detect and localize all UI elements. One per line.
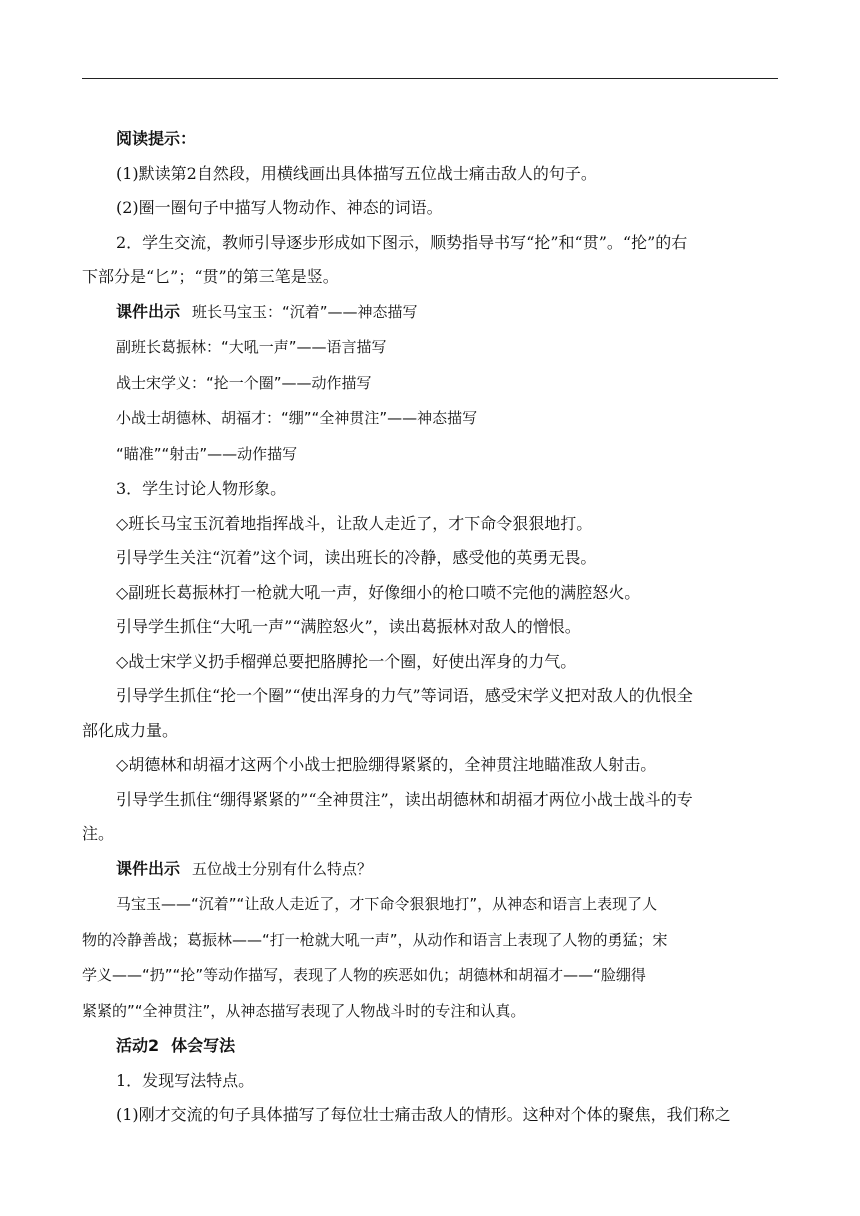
paragraph-text: ◇胡德林和胡福才这两个小战士把脸绷得紧紧的，全神贯注地瞄准敌人射击。	[116, 755, 657, 774]
paragraph-step-1b-1	[82, 1104, 778, 1125]
paragraph-guide-3-line-1	[82, 685, 778, 706]
paragraph-text: 紧紧的”“全神贯注”，从神态描写表现了人物战斗时的专注和认真。	[82, 1001, 526, 1020]
paragraph-text: 3．学生讨论人物形象。	[116, 479, 287, 498]
header-rule	[82, 78, 778, 79]
paragraph-point-1	[82, 513, 778, 534]
paragraph-courseware-1	[82, 301, 778, 323]
paragraph-text: 五位战士分别有什么特点？	[192, 859, 373, 878]
paragraph-reading-tip-heading	[82, 128, 778, 149]
paragraph-text: ◇战士宋学义扔手榴弹总要把胳膊抡一个圈，好使出浑身的力气。	[116, 651, 577, 671]
paragraph-text: “瞄准”“射击”——动作描写	[116, 444, 298, 463]
paragraph-text: (1)刚才交流的句子具体描写了每位壮士痛击敌人的情形。这种对个体的聚焦，我们称之	[116, 1105, 731, 1124]
paragraph-answer-line-3	[82, 964, 778, 986]
paragraph-text: 引导学生关注“沉着”这个词，读出班长的冷静，感受他的英勇无畏。	[116, 548, 597, 567]
paragraph-step-1b	[82, 1070, 778, 1091]
paragraph-text: ◇副班长葛振林打一枪就大吼一声，好像细小的枪口喷不完他的满腔怒火。	[116, 582, 641, 602]
lead-label: 课件出示	[116, 301, 181, 321]
paragraph-diagram-line-2	[82, 336, 778, 358]
paragraph-text: 体会写法	[171, 1036, 236, 1055]
paragraph-text: (1)默读第2自然段，用横线画出具体描写五位战士痛击敌人的句子。	[116, 163, 597, 183]
paragraph-text: (2)圈一圈句子中描写人物动作、神态的词语。	[116, 198, 443, 217]
paragraph-answer-line-1	[82, 893, 778, 915]
paragraph-courseware-2	[82, 858, 778, 880]
paragraph-text: 小战士胡德林、胡福才：“绷”“全神贯注”——神态描写	[116, 409, 478, 427]
paragraph-reading-tip-2	[82, 197, 778, 218]
paragraph-text: 注。	[82, 824, 115, 843]
heading-text: 阅读提示：	[116, 129, 197, 148]
paragraph-activity-2	[82, 1035, 778, 1056]
paragraph-text: 2．学生交流，教师引导逐步形成如下图示，顺势指导书写“抡”和“贯”。“抡”的右	[116, 232, 688, 252]
paragraph-text: 物的冷静善战；葛振林——“打一枪就大吼一声”，从动作和语言上表现了人物的勇猛；宋	[82, 930, 668, 949]
paragraph-text: 战士宋学义：“抡一个圈”——动作描写	[116, 373, 372, 392]
paragraph-guide-4-line-1	[82, 789, 778, 810]
lead-label: 活动2	[116, 1036, 160, 1055]
paragraph-text: 副班长葛振林：“大吼一声”——语言描写	[116, 338, 387, 356]
paragraph-text: 引导学生抓住“绷得紧紧的”“全神贯注”，读出胡德林和胡福才两位小战士战斗的专	[116, 789, 693, 809]
paragraph-text: 引导学生抓住“抡一个圈”“使出浑身的力气”等词语，感受宋学义把对敌人的仇恨全	[116, 686, 693, 705]
lead-label: 课件出示	[116, 858, 181, 878]
paragraph-text: 马宝玉——“沉着”“让敌人走近了，才下命令狠狠地打”，从神态和语言上表现了人	[116, 895, 658, 913]
paragraph-text: 班长马宝玉：“沉着”——神态描写	[192, 302, 418, 321]
paragraph-reading-tip-1	[82, 163, 778, 184]
paragraph-point-3	[82, 651, 778, 672]
paragraph-step-2-line-2	[82, 266, 778, 287]
paragraph-diagram-line-3	[82, 372, 778, 394]
paragraph-text: 部化成力量。	[82, 720, 179, 740]
paragraph-text: ◇班长马宝玉沉着地指挥战斗，让敌人走近了，才下命令狠狠地打。	[116, 513, 593, 533]
document-body	[82, 128, 778, 1139]
paragraph-text: 下部分是“匕”；“贯”的第三笔是竖。	[82, 267, 339, 286]
paragraph-answer-line-2	[82, 929, 778, 951]
paragraph-diagram-line-5	[82, 443, 778, 465]
paragraph-answer-line-4	[82, 1000, 778, 1022]
paragraph-text: 1．发现写法特点。	[116, 1070, 255, 1090]
paragraph-text: 学义——“扔”“抡”等动作描写，表现了人物的疾恶如仇；胡德林和胡福才——“脸绷得	[82, 966, 646, 984]
paragraph-step-2-line-1	[82, 232, 778, 253]
paragraph-guide-1	[82, 547, 778, 568]
paragraph-diagram-line-4	[82, 407, 778, 429]
paragraph-text: 引导学生抓住“大吼一声”“满腔怒火”，读出葛振林对敌人的憎恨。	[116, 617, 581, 636]
paragraph-guide-2	[82, 616, 778, 637]
paragraph-point-4	[82, 754, 778, 775]
paragraph-guide-4-line-2	[82, 823, 778, 844]
paragraph-guide-3-line-2	[82, 720, 778, 741]
paragraph-point-2	[82, 582, 778, 603]
paragraph-step-3	[82, 478, 778, 499]
